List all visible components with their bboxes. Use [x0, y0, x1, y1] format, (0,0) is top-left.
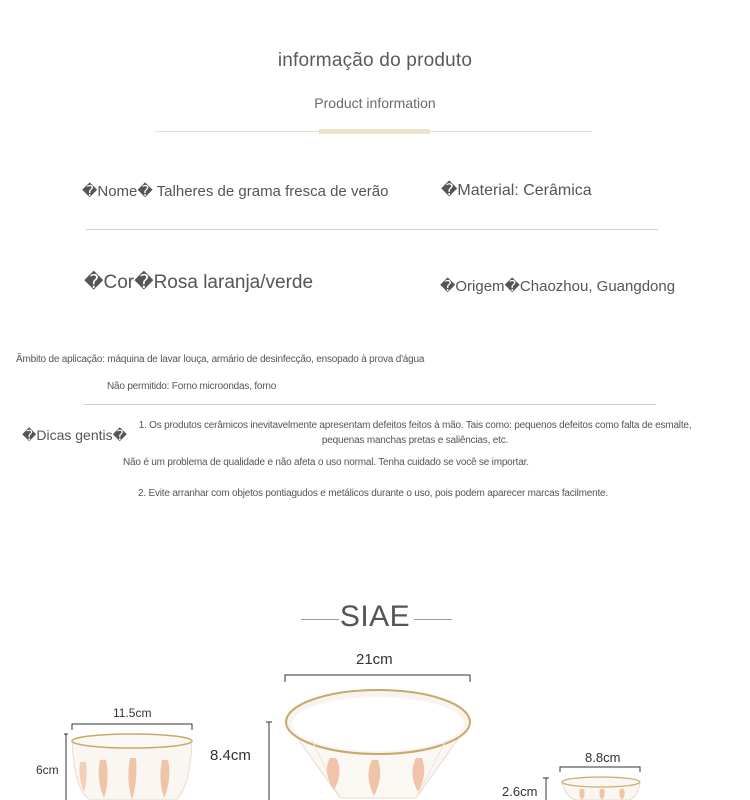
field-material: �Material: Cerâmica [441, 182, 592, 199]
dish-image [562, 777, 640, 800]
usage-not-allowed: Não permitido: Forno microondas, forno [107, 381, 277, 392]
tip-1-note: Não é um problema de qualidade e não afeta o uso normal. Tenha cuidado se você se importar. [123, 457, 529, 468]
field-cor: �Cor�Rosa laranja/verde [84, 272, 314, 293]
bowl-small-width: 11.5cm [113, 706, 152, 720]
page-title: informação do produto [277, 50, 473, 71]
tip-2: 2. Evite arranhar com objetos pontiagudos e metálicos durante o uso, pois podem aparecer marcas facilmente. [138, 488, 608, 499]
dish-height: 2.6cm [502, 784, 538, 799]
tips-label: �Dicas gentis� [22, 427, 127, 443]
small-bowl-image [72, 734, 192, 800]
usage-scope: Âmbito de aplicação: máquina de lavar louça, armário de desinfecção, ensopado à prova d'água [16, 354, 425, 365]
field-origem: �Origem�Chaozhou, Guangdong [440, 278, 676, 295]
dish-width: 8.8cm [585, 750, 621, 765]
bowl-large-height: 8.4cm [210, 747, 251, 764]
bowl-small-height: 6cm [36, 763, 59, 777]
field-nome: �Nome� Talheres de grama fresca de verão [82, 183, 389, 200]
size-section-title: SIAE [339, 600, 411, 633]
bowl-large-width: 21cm [356, 651, 393, 668]
tip-1: 1. Os produtos cerâmicos inevitavelmente apresentam defeitos feitos à mão. Tais como: pequenos defeitos como falta de esmalte, pequenas manchas pretas e saliências, etc. [138, 420, 692, 446]
page-subtitle: Product information [314, 95, 436, 111]
large-bowl-image [286, 690, 470, 798]
